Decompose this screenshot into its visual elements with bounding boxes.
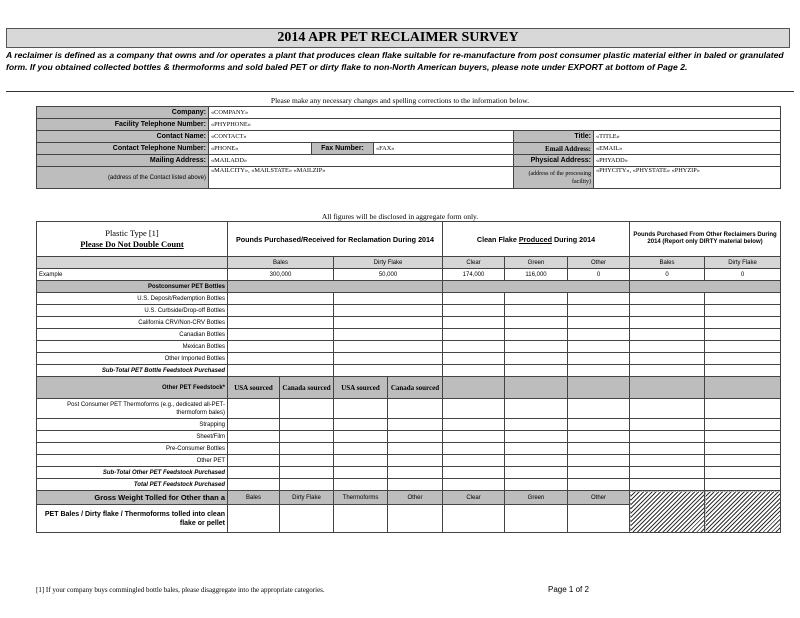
contact-info-table <box>36 106 781 189</box>
input-cell[interactable] <box>505 353 568 365</box>
blank-cell <box>37 257 228 269</box>
input-cell[interactable] <box>443 341 505 353</box>
mailing-address-field[interactable]: «MAILADD» <box>209 155 514 167</box>
tolled-thermoforms-header: Thermoforms <box>334 491 388 505</box>
other-col-header: Other <box>568 257 630 269</box>
input-cell[interactable] <box>334 353 443 365</box>
input-cell[interactable] <box>630 305 705 317</box>
input-cell[interactable] <box>228 505 280 533</box>
subtotal-bottles-label: Sub-Total PET Bottle Feedstock Purchased <box>37 365 228 377</box>
tolled-clear-header: Clear <box>443 491 505 505</box>
input-cell[interactable] <box>388 505 443 533</box>
input-cell[interactable] <box>568 479 630 491</box>
row-label-mexican: Mexican Bottles <box>37 341 228 353</box>
input-cell[interactable] <box>443 329 505 341</box>
input-cell[interactable] <box>228 341 334 353</box>
footnote: [1] If your company buys commingled bottle bales, please disaggregate into the appropriate categories. <box>36 586 325 594</box>
reclaimer-dirty-col-header: Dirty Flake <box>705 257 781 269</box>
input-cell[interactable] <box>505 455 568 467</box>
feedstock-table <box>36 221 781 533</box>
input-cell[interactable] <box>443 467 505 479</box>
input-cell[interactable] <box>630 467 705 479</box>
section-fill <box>505 377 568 399</box>
fax-label: Fax Number: <box>312 143 374 155</box>
input-cell[interactable] <box>228 293 334 305</box>
usa-sourced-header: USA sourced <box>228 377 280 399</box>
plastic-type-header <box>37 222 228 257</box>
input-cell[interactable] <box>630 419 705 431</box>
aggregate-note: All figures will be disclosed in aggregate form only. <box>321 212 479 221</box>
input-cell[interactable] <box>705 467 781 479</box>
email-label: Email Address: <box>514 143 594 155</box>
section-fill <box>443 377 505 399</box>
input-cell[interactable] <box>505 419 568 431</box>
input-cell[interactable] <box>228 317 334 329</box>
plastic-type-label: Plastic Type [1] <box>105 228 159 238</box>
input-cell[interactable] <box>443 443 505 455</box>
input-cell[interactable] <box>228 431 280 443</box>
total-feedstock-label: Total PET Feedstock Purchased <box>37 479 228 491</box>
input-cell[interactable] <box>334 431 388 443</box>
input-cell[interactable] <box>630 293 705 305</box>
tolled-green-header: Green <box>505 491 568 505</box>
page-number: Page 1 of 2 <box>548 585 589 594</box>
company-field[interactable]: «COMPANY» <box>209 107 781 119</box>
input-cell[interactable] <box>568 329 630 341</box>
input-cell[interactable] <box>705 419 781 431</box>
clean-flake-header <box>443 222 630 257</box>
tolled-dirty-header: Dirty Flake <box>280 491 334 505</box>
input-cell[interactable] <box>505 341 568 353</box>
input-cell[interactable] <box>334 505 388 533</box>
input-cell[interactable] <box>568 455 630 467</box>
other-feedstock-header: Other PET Feedstock* <box>37 377 228 399</box>
input-cell[interactable] <box>505 505 568 533</box>
input-cell[interactable] <box>228 443 280 455</box>
input-cell[interactable] <box>334 399 388 419</box>
input-cell[interactable] <box>443 305 505 317</box>
input-cell[interactable] <box>630 317 705 329</box>
title-label: Title: <box>514 131 594 143</box>
input-cell[interactable] <box>443 455 505 467</box>
input-cell[interactable] <box>630 443 705 455</box>
input-cell[interactable] <box>705 479 781 491</box>
physical-address-note: (address of the processing facility) <box>514 167 594 189</box>
input-cell[interactable] <box>334 329 443 341</box>
subtotal-other-label: Sub-Total Other PET Feedstock Purchased <box>37 467 228 479</box>
example-value: 0 <box>630 269 705 281</box>
input-cell[interactable] <box>443 353 505 365</box>
section-fill <box>443 281 630 293</box>
facility-phone-label: Facility Telephone Number: <box>37 119 209 131</box>
input-cell[interactable] <box>443 505 505 533</box>
tolled-other2-header: Other <box>568 491 630 505</box>
row-label-canadian: Canadian Bottles <box>37 329 228 341</box>
input-cell[interactable] <box>630 341 705 353</box>
input-cell[interactable] <box>443 479 505 491</box>
input-cell[interactable] <box>705 365 781 377</box>
input-cell[interactable] <box>228 365 334 377</box>
section-fill <box>568 377 630 399</box>
input-cell[interactable] <box>443 399 505 419</box>
input-cell[interactable] <box>334 419 388 431</box>
row-label-curbside: U.S. Curbside/Drop-off Bottles <box>37 305 228 317</box>
input-cell[interactable] <box>280 431 334 443</box>
input-cell[interactable] <box>228 399 280 419</box>
tolled-other-header: Other <box>388 491 443 505</box>
tolled-label: PET Bales / Dirty flake / Thermoforms tolled into clean flake or pellet <box>37 505 228 533</box>
input-cell[interactable] <box>568 399 630 419</box>
title-field[interactable]: «TITLE» <box>594 131 781 143</box>
input-cell[interactable] <box>505 467 568 479</box>
survey-title: 2014 APR PET RECLAIMER SURVEY <box>6 28 790 48</box>
input-cell[interactable] <box>228 305 334 317</box>
row-label-thermoforms: Post Consumer PET Thermoforms (e.g., dedicated all-PET-thermoform bales) <box>37 399 228 419</box>
section-fill <box>630 377 705 399</box>
input-cell[interactable] <box>630 399 705 419</box>
example-value: 0 <box>568 269 630 281</box>
input-cell[interactable] <box>280 455 334 467</box>
email-field[interactable]: «EMAIL» <box>594 143 781 155</box>
input-cell[interactable] <box>705 317 781 329</box>
divider <box>6 91 794 92</box>
input-cell[interactable] <box>228 329 334 341</box>
section-fill <box>705 377 781 399</box>
clean-flake-label: Clean Flake <box>476 234 519 244</box>
input-cell[interactable] <box>280 443 334 455</box>
double-count-warning: Please Do Not Double Count <box>80 239 184 249</box>
input-cell[interactable] <box>568 293 630 305</box>
input-cell[interactable] <box>505 365 568 377</box>
input-cell[interactable] <box>334 455 388 467</box>
pounds-purchased-header: Pounds Purchased/Received for Reclamation During 2014 <box>228 222 443 257</box>
input-cell[interactable] <box>228 479 280 491</box>
hatched-cell <box>630 491 705 533</box>
input-cell[interactable] <box>388 467 443 479</box>
input-cell[interactable] <box>705 353 781 365</box>
input-cell[interactable] <box>334 293 443 305</box>
input-cell[interactable] <box>334 479 388 491</box>
example-label: Example <box>37 269 228 281</box>
reclaimer-bales-col-header: Bales <box>630 257 705 269</box>
input-cell[interactable] <box>705 329 781 341</box>
input-cell[interactable] <box>443 431 505 443</box>
input-cell[interactable] <box>505 443 568 455</box>
input-cell[interactable] <box>568 443 630 455</box>
mailing-address-note: (address of the Contact listed above) <box>37 167 209 189</box>
input-cell[interactable] <box>388 399 443 419</box>
input-cell[interactable] <box>568 317 630 329</box>
example-value: 174,000 <box>443 269 505 281</box>
input-cell[interactable] <box>388 443 443 455</box>
company-label: Company: <box>37 107 209 119</box>
input-cell[interactable] <box>568 467 630 479</box>
input-cell[interactable] <box>568 365 630 377</box>
row-label-other-pet: Other PET <box>37 455 228 467</box>
mailing-address-label: Mailing Address: <box>37 155 209 167</box>
input-cell[interactable] <box>334 305 443 317</box>
physical-address-label: Physical Address: <box>514 155 594 167</box>
fax-field[interactable]: «FAX» <box>374 143 514 155</box>
input-cell[interactable] <box>443 419 505 431</box>
input-cell[interactable] <box>705 443 781 455</box>
during-label: During 2014 <box>551 234 596 244</box>
input-cell[interactable] <box>505 305 568 317</box>
input-cell[interactable] <box>388 455 443 467</box>
corrections-note: Please make any necessary changes and spelling corrections to the information below. <box>270 96 530 105</box>
facility-phone-field[interactable]: «PHYPHONE» <box>209 119 781 131</box>
input-cell[interactable] <box>280 479 334 491</box>
input-cell[interactable] <box>630 329 705 341</box>
input-cell[interactable] <box>280 467 334 479</box>
input-cell[interactable] <box>228 419 280 431</box>
green-col-header: Green <box>505 257 568 269</box>
example-value: 50,000 <box>334 269 443 281</box>
input-cell[interactable] <box>630 353 705 365</box>
bales-col-header: Bales <box>228 257 334 269</box>
input-cell[interactable] <box>443 317 505 329</box>
hatched-cell <box>705 491 781 533</box>
input-cell[interactable] <box>630 431 705 443</box>
input-cell[interactable] <box>505 329 568 341</box>
section-fill <box>630 281 781 293</box>
input-cell[interactable] <box>568 505 630 533</box>
input-cell[interactable] <box>334 317 443 329</box>
input-cell[interactable] <box>505 293 568 305</box>
input-cell[interactable] <box>388 479 443 491</box>
intro-text: A reclaimer is defined as a company that owns and /or operates a plant that produces clean flake suitable for re-manufacture from post consumer plastic material either in baled or granulated form. If you obtained collected bottles & thermoforms and sold baled PET or dirty flake to non-North American buyers, please note under EXPORT at bottom of Page 2. <box>6 50 784 72</box>
input-cell[interactable] <box>568 431 630 443</box>
input-cell[interactable] <box>443 365 505 377</box>
input-cell[interactable] <box>568 419 630 431</box>
section-fill <box>228 281 443 293</box>
input-cell[interactable] <box>443 293 505 305</box>
input-cell[interactable] <box>630 455 705 467</box>
produced-label: Produced <box>518 234 552 244</box>
input-cell[interactable] <box>705 455 781 467</box>
row-label-imported: Other Imported Bottles <box>37 353 228 365</box>
gross-weight-label: Gross Weight Tolled for Other than a <box>37 491 228 505</box>
row-label-preconsumer: Pre-Consumer Bottles <box>37 443 228 455</box>
input-cell[interactable] <box>630 479 705 491</box>
input-cell[interactable] <box>505 399 568 419</box>
input-cell[interactable] <box>388 431 443 443</box>
physical-address-field[interactable]: «PHYADD» <box>594 155 781 167</box>
input-cell[interactable] <box>334 443 388 455</box>
example-value: 0 <box>705 269 781 281</box>
clear-col-header: Clear <box>443 257 505 269</box>
input-cell[interactable] <box>280 399 334 419</box>
tolled-bales-header: Bales <box>228 491 280 505</box>
postconsumer-section-header: Postconsumer PET Bottles <box>37 281 228 293</box>
contact-phone-label: Contact Telephone Number: <box>37 143 209 155</box>
dirty-flake-col-header: Dirty Flake <box>334 257 443 269</box>
input-cell[interactable] <box>705 293 781 305</box>
input-cell[interactable] <box>705 431 781 443</box>
input-cell[interactable] <box>505 479 568 491</box>
input-cell[interactable] <box>334 341 443 353</box>
input-cell[interactable] <box>705 341 781 353</box>
input-cell[interactable] <box>228 353 334 365</box>
input-cell[interactable] <box>568 305 630 317</box>
canada-sourced-header: Canada sourced <box>388 377 443 399</box>
input-cell[interactable] <box>505 431 568 443</box>
example-value: 116,000 <box>505 269 568 281</box>
other-reclaimers-header: Pounds Purchased From Other Reclaimers During 2014 (Report only DIRTY material below) <box>630 222 781 257</box>
contact-name-field[interactable]: «CONTACT» <box>209 131 514 143</box>
contact-phone-field[interactable]: «PHONE» <box>209 143 312 155</box>
input-cell[interactable] <box>705 399 781 419</box>
usa-sourced-header: USA sourced <box>334 377 388 399</box>
mailing-city-field[interactable]: «MAILCITY», «MAILSTATE» «MAILZIP» <box>209 167 514 189</box>
input-cell[interactable] <box>568 341 630 353</box>
row-label-sheet-film: Sheet/Film <box>37 431 228 443</box>
row-label-strapping: Strapping <box>37 419 228 431</box>
input-cell[interactable] <box>280 419 334 431</box>
input-cell[interactable] <box>334 365 443 377</box>
canada-sourced-header: Canada sourced <box>280 377 334 399</box>
input-cell[interactable] <box>505 317 568 329</box>
input-cell[interactable] <box>568 353 630 365</box>
physical-city-field[interactable]: «PHYCITY», «PHYSTATE» «PHYZIP» <box>594 167 781 189</box>
input-cell[interactable] <box>388 419 443 431</box>
example-value: 300,000 <box>228 269 334 281</box>
input-cell[interactable] <box>280 505 334 533</box>
row-label-deposit: U.S. Deposit/Redemption Bottles <box>37 293 228 305</box>
input-cell[interactable] <box>228 455 280 467</box>
row-label-california: California CRV/Non-CRV Bottles <box>37 317 228 329</box>
input-cell[interactable] <box>228 467 280 479</box>
contact-name-label: Contact Name: <box>37 131 209 143</box>
input-cell[interactable] <box>705 305 781 317</box>
input-cell[interactable] <box>630 365 705 377</box>
input-cell[interactable] <box>334 467 388 479</box>
